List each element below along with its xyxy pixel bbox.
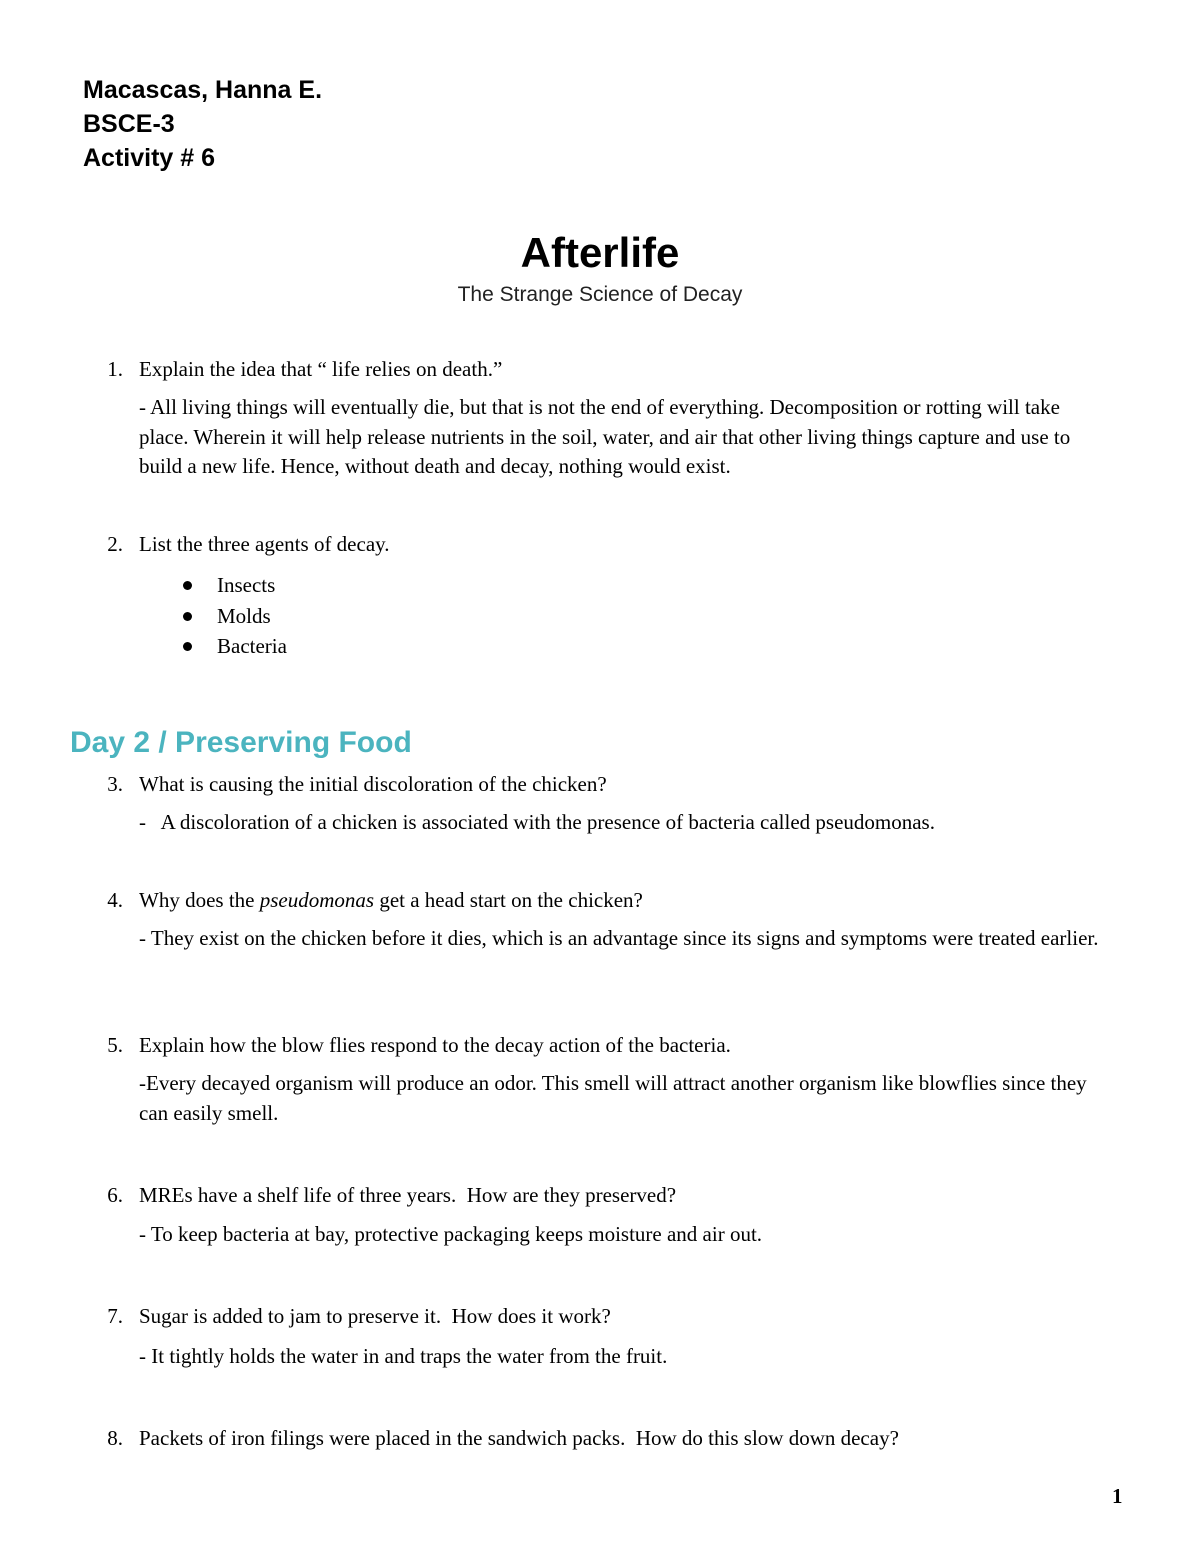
italic-term: pseudomonas (259, 888, 375, 912)
question-number: 4. (107, 888, 123, 912)
question-text: Sugar is added to jam to preserve it. How does it work? (139, 1304, 611, 1328)
question-number: 5. (107, 1033, 123, 1057)
question-text: List the three agents of decay. (139, 532, 390, 556)
list-item: Molds (139, 601, 287, 632)
question-text: Packets of iron filings were placed in the sandwich packs. How do this slow down decay? (139, 1426, 899, 1450)
page-number: 1 (1112, 1484, 1123, 1508)
bullet-icon (183, 581, 192, 590)
agents-of-decay-list (139, 570, 287, 662)
student-header (83, 73, 322, 175)
question-text: Explain how the blow flies respond to the decay action of the bacteria. (139, 1033, 731, 1057)
question-number: 7. (107, 1304, 123, 1328)
document-subtitle: The Strange Science of Decay (457, 283, 743, 306)
answer-3: - A discoloration of a chicken is associated with the presence of bacteria called pseudomonas. (139, 810, 935, 834)
question-number: 6. (107, 1183, 123, 1207)
question-number: 8. (107, 1426, 123, 1450)
list-item: Insects (139, 570, 287, 601)
section-heading: Day 2 / Preserving Food (70, 726, 412, 759)
answer-1: - All living things will eventually die, but that is not the end of everything. Decomposition or rotting will take place. Wherein it will help release nutrients in the soil, water, and air that other living things capture and use to build a new life. Hence, without death and decay, nothing would exist. (139, 395, 1071, 478)
answer-6: - To keep bacteria at bay, protective packaging keeps moisture and air out. (139, 1222, 763, 1246)
bullet-icon (183, 612, 192, 621)
activity-number: Activity # 6 (83, 144, 216, 172)
question-text: What is causing the initial discoloration of the chicken? (139, 772, 607, 796)
student-section: BSCE-3 (83, 110, 175, 138)
list-item: Bacteria (139, 631, 287, 662)
question-text: MREs have a shelf life of three years. How are they preserved? (139, 1183, 677, 1207)
answer-7: - It tightly holds the water in and traps the water from the fruit. (139, 1344, 668, 1368)
student-name: Macascas, Hanna E. (83, 76, 323, 104)
question-number: 1. (107, 357, 123, 381)
answer-4: - They exist on the chicken before it dies, which is an advantage since its signs and symptoms were treated earlier. (139, 926, 1099, 950)
question-number: 2. (107, 532, 123, 556)
question-text: Why does the pseudomonas get a head start on the chicken? (139, 888, 643, 912)
question-number: 3. (107, 772, 123, 796)
document-title: Afterlife (520, 229, 680, 276)
bullet-icon (183, 642, 192, 651)
answer-5: -Every decayed organism will produce an odor. This smell will attract another organism like blowflies since they can easily smell. (139, 1071, 1087, 1125)
question-text: Explain the idea that “ life relies on death.” (139, 357, 503, 381)
